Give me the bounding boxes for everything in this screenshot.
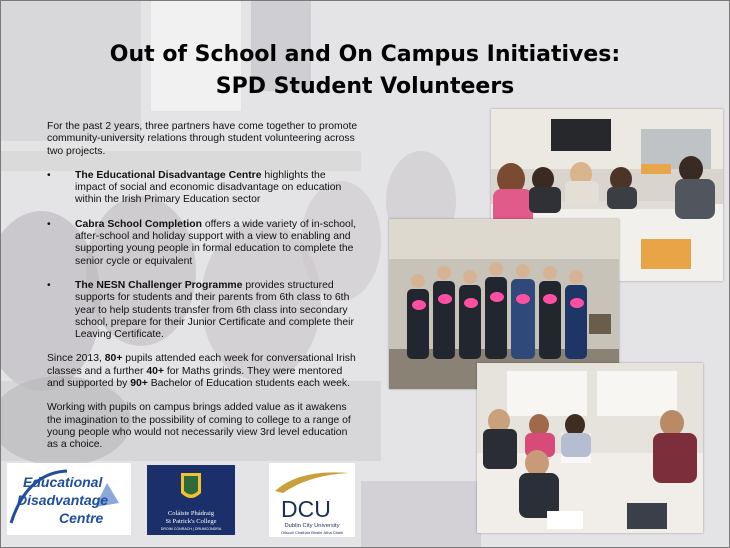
logo-dcu [269, 463, 355, 537]
stat-pupils-irish: 80+ [104, 353, 123, 365]
bullet-marker: • [47, 169, 51, 181]
stat-pupils-maths: 40+ [146, 365, 164, 377]
list-item [47, 170, 359, 207]
title-line-1: Out of School and On Campus Initiatives: [109, 42, 621, 67]
photo-classroom-bottom [477, 363, 703, 533]
spd-subtitle: DROIM CONRACH | DRUMCONDRA [160, 527, 222, 531]
stat-students: 90+ [130, 378, 148, 390]
closing-paragraph: Working with pupils on campus brings added value as it awakens the imagination to the possibility of coming to college to a range of young people who would not necessarily view 3rd level education as a choice. [47, 402, 351, 451]
logo-edc [7, 463, 131, 535]
list-item [47, 280, 359, 341]
partner-name: The Educational Disadvantage Centre [75, 169, 262, 181]
dcu-wordmark: DCU [281, 496, 331, 522]
edc-line-2: Disadvantage [17, 492, 109, 508]
edc-line-1: Educational [23, 474, 103, 490]
partner-name: Cabra School Completion [75, 218, 203, 230]
partner-name: The NESN Challenger Programme [75, 279, 243, 291]
bullet-marker: • [47, 279, 51, 291]
partner-list [47, 170, 359, 342]
partner-description: highlights the impact of social and economic disadvantage on education within the Irish Primary Education sector [75, 169, 342, 206]
logo-spd [147, 465, 235, 535]
partner-description: provides structured supports for students and their parents from 6th class to 6th year to help students transfer from 6th class into secondary school, prepare for their Junior Certificate and complete their Leaving Certificate. [75, 279, 354, 341]
body-text [47, 121, 359, 464]
spd-irish-name: Coláiste Phádraig [167, 510, 215, 517]
spd-english-name: St Patrick's College [165, 518, 217, 525]
stats-paragraph: Since 2013, 80+ pupils attended each week for conversational Irish classes and a further 40+ for Maths grinds. They were mentored and supported by 90+ Bachelor of Education students each week. [47, 353, 356, 390]
bullet-marker: • [47, 218, 51, 230]
list-item [47, 219, 359, 268]
dcu-logo-graphic [269, 463, 355, 537]
edc-logo-graphic [7, 463, 131, 535]
dcu-subtitle: Dublin City University [284, 523, 340, 529]
title-line-2: SPD Student Volunteers [215, 74, 515, 99]
intro-paragraph: For the past 2 years, three partners have come together to promote community-university relations through student volunteering across two projects. [47, 121, 358, 157]
edc-line-3: Centre [59, 510, 104, 526]
spd-logo-graphic [147, 465, 235, 535]
partner-description: offers a wide variety of in-school, after-school and holiday support with a view to enabling and supporting young people in formal education to complete the senior cycle or equivalent [75, 218, 357, 267]
slide-title [1, 39, 729, 103]
dcu-irish-subtitle: Ollscoil Chathair Bhaile Átha Cliath [280, 530, 344, 535]
